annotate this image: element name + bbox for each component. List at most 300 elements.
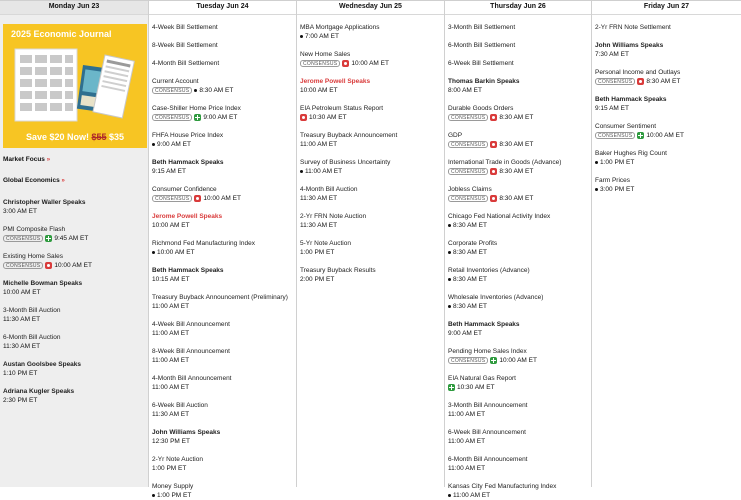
event-time: 8:30 AM ET [199,87,234,94]
star-badge-icon [490,114,497,121]
event-time: 10:00 AM ET [54,262,92,269]
event-meta-row [152,329,296,338]
consensus-badge[interactable]: CONSENSUS [448,357,488,364]
event-title-link[interactable]: Christopher Waller Speaks [3,199,86,206]
event-meta-row [3,234,148,243]
event-title-link[interactable]: New Home Sales [300,51,351,58]
event-meta-row [300,59,444,68]
calendar-event[interactable] [448,23,591,32]
event-meta-row [300,194,444,203]
star-badge-icon [45,262,52,269]
calendar-event[interactable] [300,185,444,203]
star-badge-icon [490,168,497,175]
event-time: 8:30 AM ET [646,78,681,85]
calendar-event[interactable] [448,131,591,149]
calendar-event[interactable] [448,455,591,473]
day-header-thursday: Thursday Jun 26 [445,1,591,15]
calendar-event[interactable] [300,131,444,149]
plus-badge-icon [45,235,52,242]
calendar-event[interactable] [595,23,741,32]
bullet-dot-icon [152,251,155,254]
bullet-dot-icon [300,170,303,173]
event-meta-row [3,396,148,405]
event-title-link[interactable]: 8-Week Bill Announcement [152,348,230,355]
calendar-event[interactable] [448,158,591,176]
calendar-event[interactable] [152,59,296,68]
calendar-event[interactable] [300,266,444,284]
calendar-event[interactable] [3,225,148,243]
calendar-event[interactable] [300,158,444,176]
promo-price-cta[interactable] [3,132,147,142]
event-meta-row [152,86,296,95]
day-column-tuesday [149,1,297,499]
event-title-link[interactable]: Treasury Buyback Results [300,267,376,274]
event-meta-row [448,86,591,95]
bullet-dot-icon [194,89,197,92]
event-title-link[interactable]: 4-Month Bill Settlement [152,60,220,67]
consensus-badge[interactable]: CONSENSUS [448,114,488,121]
event-time: 11:00 AM ET [448,438,486,445]
event-title-link[interactable]: Wholesale Inventories (Advance) [448,294,544,301]
event-time: 11:30 AM ET [300,222,338,229]
event-meta-row [448,356,591,365]
event-time: 3:00 AM ET [3,208,37,215]
global-economics-link[interactable] [3,177,148,184]
event-title-link[interactable]: Baker Hughes Rig Count [595,150,667,157]
calendar-event[interactable] [152,293,296,311]
consensus-badge[interactable]: CONSENSUS [448,168,488,175]
event-meta-row [152,464,296,473]
event-meta-row [448,113,591,122]
event-meta-row [152,410,296,419]
event-title-link[interactable]: Chicago Fed National Activity Index [448,213,551,220]
event-title-link[interactable]: Corporate Profits [448,240,498,247]
day-column-thursday [445,1,592,499]
calendar-event[interactable] [152,347,296,365]
event-time: 8:30 AM ET [453,222,487,229]
event-time: 7:30 AM ET [595,51,629,58]
event-time: 11:30 AM ET [300,195,338,202]
calendar-event[interactable] [3,198,148,216]
event-title-link[interactable]: 8-Week Bill Settlement [152,42,218,49]
event-title-link[interactable]: Farm Prices [595,177,631,184]
event-title-link[interactable]: Durable Goods Orders [448,105,514,112]
event-time: 11:00 AM ET [152,330,190,337]
event-title-link[interactable]: 4-Month Bill Auction [300,186,358,193]
calendar-event[interactable] [300,77,444,95]
event-meta-row [152,275,296,284]
event-time: 1:00 PM ET [157,492,192,499]
event-meta-row [448,437,591,446]
event-meta-row [448,275,591,284]
event-meta-row [300,32,444,41]
event-time: 8:30 AM ET [453,276,487,283]
calendar-event[interactable] [448,104,591,122]
plus-badge-icon [637,132,644,139]
thursday-event-list [445,15,591,500]
event-time: 1:10 PM ET [3,370,38,377]
calendar-event[interactable] [448,482,591,500]
event-title-link[interactable]: Survey of Business Uncertainty [300,159,391,166]
event-title-link[interactable]: Money Supply [152,483,194,490]
calendar-event[interactable] [448,320,591,338]
star-badge-icon [637,78,644,85]
event-meta-row [152,140,296,149]
event-title-link[interactable]: FHFA House Price Index [152,132,224,139]
event-title-link[interactable]: 6-Week Bill Settlement [448,60,514,67]
event-meta-row [3,342,148,351]
event-time: 10:00 AM ET [152,222,190,229]
event-meta-row [448,410,591,419]
event-title-link[interactable]: Beth Hammack Speaks [152,267,224,274]
event-title-link[interactable]: MBA Mortgage Applications [300,24,380,31]
calendar-event[interactable] [152,428,296,446]
calendar-event[interactable] [152,41,296,50]
consensus-badge[interactable]: CONSENSUS [448,141,488,148]
event-title-link[interactable]: Retail Inventories (Advance) [448,267,530,274]
event-meta-row [3,261,148,270]
calendar-event[interactable] [152,374,296,392]
event-title-link[interactable]: 3-Month Bill Auction [3,307,61,314]
event-time: 1:00 PM ET [300,249,335,256]
journal-calendar-image [13,43,137,125]
calendar-event[interactable] [595,41,741,59]
bullet-dot-icon [152,494,155,497]
plus-badge-icon [194,114,201,121]
event-meta-row [3,207,148,216]
calendar-event[interactable] [595,149,741,167]
calendar-event[interactable] [595,95,741,113]
mon-events [3,198,148,405]
event-time: 8:30 AM ET [499,195,534,202]
event-title-link[interactable]: Beth Hammack Speaks [595,96,667,103]
event-time: 7:00 AM ET [305,33,339,40]
day-header-monday: Monday Jun 23 [0,1,148,15]
event-meta-row [448,194,591,203]
event-time: 1:00 PM ET [152,465,187,472]
event-time: 9:00 AM ET [203,114,238,121]
star-badge-icon [194,195,201,202]
calendar-event[interactable] [448,347,591,365]
consensus-badge[interactable]: CONSENSUS [595,132,635,139]
bullet-dot-icon [448,224,451,227]
event-title-link[interactable]: 2-Yr FRN Note Auction [300,213,367,220]
event-time: 8:30 AM ET [499,168,534,175]
event-time: 11:00 AM ET [448,411,486,418]
calendar-event[interactable] [448,185,591,203]
calendar-event[interactable] [300,239,444,257]
event-title-link[interactable]: 6-Week Bill Announcement [448,429,526,436]
wednesday-event-list [297,15,444,284]
monday-event-list [0,148,148,405]
event-time: 11:30 AM ET [152,411,190,418]
event-title-link[interactable]: 4-Week Bill Settlement [152,24,218,31]
calendar-event[interactable] [152,266,296,284]
day-column-friday [592,1,741,487]
event-meta-row [3,315,148,324]
event-time: 2:00 PM ET [300,276,335,283]
event-time: 9:45 AM ET [54,235,89,242]
event-meta-row [152,113,296,122]
event-meta-row [448,383,591,392]
event-title-link[interactable]: Personal Income and Outlays [595,69,681,76]
consensus-badge[interactable]: CONSENSUS [152,87,192,94]
event-title-link[interactable]: Existing Home Sales [3,253,63,260]
event-meta-row [3,369,148,378]
event-title-link[interactable]: GDP [448,132,463,139]
event-title-link[interactable]: John Williams Speaks [152,429,221,436]
event-meta-row [448,248,591,257]
event-meta-row [448,464,591,473]
star-badge-icon [300,114,307,121]
calendar-event[interactable] [152,131,296,149]
event-title-link[interactable]: 5-Yr Note Auction [300,240,351,247]
calendar-event[interactable] [152,104,296,122]
event-time: 1:00 PM ET [600,159,635,166]
chevron-right-icon: » [46,157,51,163]
calendar-event[interactable] [448,59,591,68]
calendar-event[interactable] [152,401,296,419]
event-title-link[interactable]: John Williams Speaks [595,42,664,49]
calendar-event[interactable] [448,428,591,446]
event-meta-row [152,356,296,365]
event-title-link[interactable]: 6-Month Bill Settlement [448,42,516,49]
event-time: 9:15 AM ET [595,105,629,112]
event-meta-row [152,194,296,203]
event-meta-row [300,221,444,230]
event-time: 10:30 AM ET [457,384,495,391]
calendar-event[interactable] [3,279,148,297]
bullet-dot-icon [595,161,598,164]
event-meta-row [448,221,591,230]
event-title-link[interactable]: Austan Goolsbee Speaks [3,361,82,368]
day-header-tuesday: Tuesday Jun 24 [149,1,296,15]
calendar-event[interactable] [448,239,591,257]
event-meta-row [152,437,296,446]
event-time: 10:00 AM ET [499,357,537,364]
event-time: 8:30 AM ET [453,303,487,310]
event-meta-row [595,104,741,113]
event-title-link[interactable]: Richmond Fed Manufacturing Index [152,240,255,247]
bullet-dot-icon [448,278,451,281]
event-time: 11:00 AM ET [305,168,343,175]
event-meta-row [300,275,444,284]
event-title-link[interactable]: Thomas Barkin Speaks [448,78,520,85]
event-title-link[interactable]: 6-Month Bill Announcement [448,456,528,463]
day-column-wednesday [297,1,445,487]
bullet-dot-icon [448,251,451,254]
event-time: 10:00 AM ET [3,289,41,296]
calendar-event[interactable] [152,212,296,230]
bullet-dot-icon [448,305,451,308]
event-title-link[interactable]: Consumer Sentiment [595,123,657,130]
event-meta-row [595,77,741,86]
star-badge-icon [490,141,497,148]
event-title-link[interactable]: 4-Month Bill Announcement [152,375,232,382]
event-time: 11:30 AM ET [3,316,41,323]
event-time: 8:30 AM ET [453,249,487,256]
event-time: 12:30 PM ET [152,438,190,445]
event-meta-row [595,131,741,140]
event-title-link[interactable]: 4-Week Bill Announcement [152,321,230,328]
calendar-event[interactable] [3,360,148,378]
calendar-event[interactable] [448,266,591,284]
event-time: 11:00 AM ET [152,357,190,364]
event-meta-row [300,113,444,122]
event-title-link[interactable]: Treasury Buyback Announcement (Preliminary) [152,294,288,301]
event-time: 10:30 AM ET [309,114,347,121]
event-meta-row [595,185,741,194]
event-title-link[interactable]: Consumer Confidence [152,186,217,193]
plus-badge-icon [490,357,497,364]
event-title-link[interactable]: Pending Home Sales Index [448,348,527,355]
event-meta-row [448,491,591,500]
consensus-badge[interactable]: CONSENSUS [300,60,340,67]
event-time: 10:15 AM ET [152,276,190,283]
calendar-event[interactable] [300,212,444,230]
tuesday-event-list [149,15,296,500]
event-title-link[interactable]: 6-Month Bill Auction [3,334,61,341]
calendar-event[interactable] [448,77,591,95]
event-title-link[interactable]: Jerome Powell Speaks [300,78,371,85]
event-title-link[interactable]: Jobless Claims [448,186,492,193]
calendar-event[interactable] [300,50,444,68]
calendar-event[interactable] [152,455,296,473]
event-meta-row [595,50,741,59]
event-time: 10:00 AM ET [646,132,684,139]
event-meta-row [152,383,296,392]
event-time: 11:00 AM ET [453,492,491,499]
event-meta-row [152,221,296,230]
consensus-badge[interactable]: CONSENSUS [3,235,43,242]
event-title-link[interactable]: 3-Month Bill Settlement [448,24,516,31]
event-time: 2:30 PM ET [3,397,38,404]
calendar-event[interactable] [595,176,741,194]
event-title-link[interactable]: EIA Petroleum Status Report [300,105,384,112]
event-title-link[interactable]: Beth Hammack Speaks [152,159,224,166]
event-title-link[interactable]: Adriana Kugler Speaks [3,388,75,395]
event-meta-row [152,302,296,311]
event-time: 11:00 AM ET [300,141,338,148]
consensus-badge[interactable]: CONSENSUS [595,78,635,85]
calendar-event[interactable] [152,158,296,176]
event-meta-row [448,302,591,311]
calendar-event[interactable] [448,212,591,230]
event-title-link[interactable]: Beth Hammack Speaks [448,321,520,328]
consensus-badge[interactable]: CONSENSUS [152,114,192,121]
promo-new-price: $35 [109,132,125,142]
day-header-wednesday: Wednesday Jun 25 [297,1,444,15]
event-title-link[interactable]: 2-Yr Note Auction [152,456,203,463]
event-time: 8:00 AM ET [448,87,482,94]
market-focus-label: Market Focus [3,156,45,163]
calendar-event[interactable] [448,401,591,419]
event-meta-row [152,248,296,257]
event-time: 9:00 AM ET [157,141,191,148]
event-meta-row [448,140,591,149]
event-time: 11:00 AM ET [152,303,190,310]
event-title-link[interactable]: EIA Natural Gas Report [448,375,516,382]
bullet-dot-icon [595,188,598,191]
event-time: 11:00 AM ET [448,465,486,472]
event-title-link[interactable]: International Trade in Goods (Advance) [448,159,562,166]
event-title-link[interactable]: 6-Week Bill Auction [152,402,208,409]
calendar-event[interactable] [448,293,591,311]
star-badge-icon [342,60,349,67]
event-title-link[interactable]: 2-Yr FRN Note Settlement [595,24,671,31]
calendar-event[interactable] [3,387,148,405]
event-time: 11:30 AM ET [3,343,41,350]
event-title-link[interactable]: Jerome Powell Speaks [152,213,223,220]
event-meta-row [152,167,296,176]
calendar-event[interactable] [3,306,148,324]
event-meta-row [300,140,444,149]
event-meta-row [448,167,591,176]
consensus-badge[interactable]: CONSENSUS [448,195,488,202]
calendar-event[interactable] [300,104,444,122]
friday-event-list [592,15,741,194]
calendar-event[interactable] [448,374,591,392]
calendar-event[interactable] [300,23,444,41]
event-time: 9:00 AM ET [448,330,482,337]
event-time: 3:00 PM ET [600,186,635,193]
event-title-link[interactable]: 3-Month Bill Announcement [448,402,528,409]
event-title-link[interactable]: Treasury Buyback Announcement [300,132,398,139]
promo-title: 2025 Economic Journal [11,29,112,39]
event-meta-row [448,329,591,338]
event-time: 8:30 AM ET [499,114,534,121]
event-meta-row [152,491,296,500]
calendar-event[interactable] [3,333,148,351]
event-meta-row [3,288,148,297]
calendar-event[interactable] [152,23,296,32]
global-economics-label: Global Economics [3,177,60,184]
calendar-event[interactable] [152,185,296,203]
event-meta-row [300,167,444,176]
market-focus-link[interactable] [3,156,148,163]
calendar-event[interactable] [448,41,591,50]
event-title-link[interactable]: Case-Shiller Home Price Index [152,105,241,112]
event-title-link[interactable]: Michelle Bowman Speaks [3,280,83,287]
promo-old-price: $55 [91,132,107,142]
event-meta-row [300,86,444,95]
event-title-link[interactable]: Kansas City Fed Manufacturing Index [448,483,557,490]
event-time: 10:00 AM ET [203,195,241,202]
calendar-event[interactable] [152,239,296,257]
day-column-monday [0,1,149,487]
event-time: 9:15 AM ET [152,168,186,175]
event-time: 11:00 AM ET [152,384,190,391]
promo-cta-prefix: Save $20 Now! [25,132,89,142]
calendar-event[interactable] [152,482,296,500]
calendar-event[interactable] [595,122,741,140]
star-badge-icon [490,195,497,202]
event-time: 10:00 AM ET [351,60,389,67]
consensus-badge[interactable]: CONSENSUS [152,195,192,202]
event-title-link[interactable]: Current Account [152,78,199,85]
bullet-dot-icon [448,494,451,497]
event-time: 8:30 AM ET [499,141,534,148]
consensus-badge[interactable]: CONSENSUS [3,262,43,269]
event-title-link[interactable]: PMI Composite Flash [3,226,66,233]
calendar-event[interactable] [152,77,296,95]
calendar-event[interactable] [595,68,741,86]
calendar-event[interactable] [152,320,296,338]
event-time: 10:00 AM ET [300,87,338,94]
event-meta-row [300,248,444,257]
economic-journal-promo[interactable] [3,24,147,148]
calendar-event[interactable] [3,252,148,270]
